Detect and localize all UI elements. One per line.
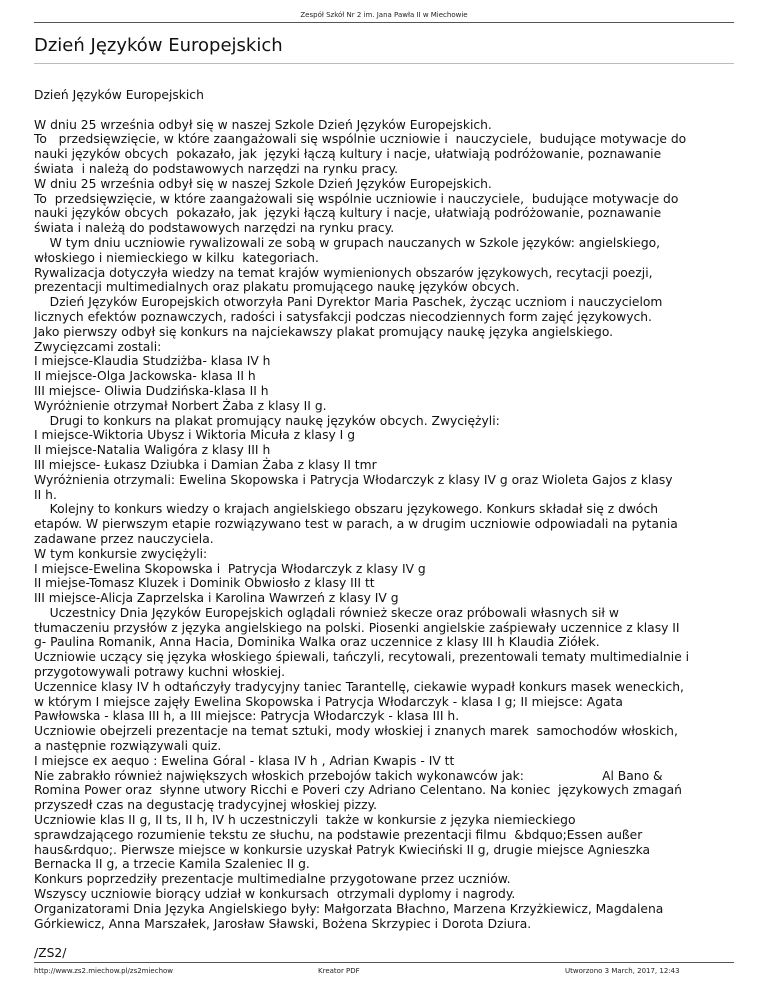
article-body [34,88,734,961]
text-line: prezentacji multimedialnych oraz plakatu promującego naukę języków obcych. [34,280,520,295]
title-divider [34,63,734,64]
text-line: III miejsce-Alicja Zaprzelska i Karolina Wawrzeń z klasy IV g [34,591,399,606]
text-line: Kolejny to konkurs wiedzy o krajach angielskiego obszaru językowego. Konkurs składał się z dwóch [34,502,659,517]
text-line: Uczniowie obejrzeli prezentacje na temat sztuki, mody włoskiej i znanych marek samochodów włoskich, [34,724,678,739]
text-line: III miejsce- Łukasz Dziubka i Damian Żaba z klasy II tmr [34,457,377,472]
text-line: nauki języków obcych pokazało, jak języki łączą kultury i nacje, ułatwiają podróżowanie, poznawanie [34,147,662,162]
footer-url: http://www.zs2.miechow.pl/zs2miechow [34,967,174,975]
text-line: Dzień Języków Europejskich otworzyła Pani Dyrektor Maria Paschek, życząc uczniom i nauczycielom [34,295,663,310]
text-line: świata i należą do podstawowych narzędzi na rynku pracy. [34,161,399,176]
article-subtitle: Dzień Języków Europejskich [34,88,204,102]
text-line: I miejsce-Wiktoria Ubysz i Wiktoria Micuła z klasy I g [34,428,356,443]
text-line: tłumaczeniu przysłów z języka angielskiego na polski. Piosenki angielskie zaśpiewały uczennice z klasy II [34,620,680,635]
text-line: Uczennice klasy IV h odtańczyły tradycyjny taniec Tarantellę, ciekawie wypadł konkurs masek weneckich, [34,679,684,694]
text-line: Uczniowie klas II g, II ts, II h, IV h uczestniczyli także w konkursie z języka niemieckiego [34,813,576,828]
footer-created-date: Utworzono 3 March, 2017, 12:43 [565,967,680,975]
text-line: przygotowywali potrawy kuchni włoskiej. [34,665,286,680]
text-line: To przedsięwzięcie, w które zaangażowali się wspólnie uczniowie i nauczyciele, budujące motywacje do [34,191,679,206]
footer-divider [34,962,734,963]
text-line: Jako pierwszy odbył się konkurs na najciekawszy plakat promujący naukę języka angielskiego. [34,324,614,339]
text-line: III miejsce- Oliwia Dudzińska-klasa II h [34,383,269,398]
text-line: W dniu 25 września odbył się w naszej Szkole Dzień Języków Europejskich. [34,117,492,132]
text-line: Górkiewicz, Anna Marszałek, Jarosław Sławski, Bożena Skrzypiec i Dorota Dziura. [34,916,532,931]
signature: /ZS2/ [34,946,67,961]
text-line: Uczestnicy Dnia Języków Europejskich oglądali również skecze oraz próbowali własnych sił w [34,605,619,620]
text-line: To przedsięwzięcie, w które zaangażowali się wspólnie uczniowie i nauczyciele, budujące motywacje do [34,132,687,147]
text-line: W tym dniu uczniowie rywalizowali ze sobą w grupach nauczanych w Szkole języków: angielskiego, [34,235,661,250]
text-line: I miejsce-Ewelina Skopowska i Patrycja Włodarczyk z klasy IV g [34,561,426,576]
text-line: sprawdzającego rozumienie tekstu ze słuchu, na podstawie prezentacji filmu &bdquo;Essen außer [34,827,643,842]
text-line: nauki języków obcych pokazało, jak języki łączą kultury i nacje, ułatwiają podróżowanie, poznawanie [34,206,662,221]
header-divider [34,22,734,23]
text-line: Pawłowska - klasa III h, a III miejsce: Patrycja Włodarczyk - klasa III h. [34,709,460,724]
text-line: zadawane przez nauczyciela. [34,531,214,546]
text-line: g- Paulina Romanik, Anna Hacia, Dominika Walka oraz uczennice z klasy III h Klaudia Ziółek. [34,635,600,650]
text-line: I miejsce ex aequo : Ewelina Góral - klasa IV h , Adrian Kwapis - IV tt [34,753,455,768]
text-line: Konkurs poprzedziły prezentacje multimedialne przygotowane przez uczniów. [34,872,511,887]
text-line: II miejse-Tomasz Kluzek i Dominik Obwiosło z klasy III tt [34,576,375,591]
page-header: Zespół Szkół Nr 2 im. Jana Pawła II w Miechowie [300,11,468,19]
text-line: Rywalizacja dotyczyła wiedzy na temat krajów wymienionych obszarów językowych, recytacji poezji, [34,265,653,280]
text-line: Wyróżnienie otrzymał Norbert Żaba z klasy II g. [34,398,327,413]
text-line: licznych efektów poznawczych, radości i satysfakcji podczas niecodziennych form zajęć językowych. [34,309,652,324]
text-line: II miejsce-Natalia Waligóra z klasy III h [34,443,271,458]
text-line: Wszyscy uczniowie biorący udział w konkursach otrzymali dyplomy i nagrody. [34,887,516,902]
text-line: etapów. W pierwszym etapie rozwiązywano test w parach, a w drugim uczniowie odpowiadali na pytania [34,517,678,532]
text-line: W tym konkursie zwyciężyli: [34,546,208,561]
text-line: świata i należą do podstawowych narzędzi na rynku pracy. [34,221,395,236]
text-line: II miejsce-Olga Jackowska- klasa II h [34,369,256,384]
text-line: W dniu 25 września odbył się w naszej Szkole Dzień Języków Europejskich. [34,176,492,191]
text-line: II h. [34,487,57,502]
footer-generator: Kreator PDF [318,967,360,975]
text-line: Zwycięzcami zostali: [34,339,162,354]
article-text [34,118,734,932]
text-line: haus&rdquo;. Pierwsze miejsce w konkursie uzyskał Patryk Kwieciński II g, drugie miejsce Agnieszka [34,842,651,857]
text-line: Wyróżnienia otrzymali: Ewelina Skopowska i Patrycja Włodarczyk z klasy IV g oraz Wioleta Gajos z klasy [34,472,673,487]
text-line: Romina Power oraz słynne utwory Ricchi e Poveri czy Adriano Celentano. Na koniec językowych zmagań [34,783,682,798]
page-title: Dzień Języków Europejskich [34,35,283,56]
text-line: w którym I miejsce zajęły Ewelina Skopowska i Patrycja Włodarczyk - klasa I g; II miejsce: Agata [34,694,623,709]
text-line: Drugi to konkurs na plakat promujący naukę języków obcych. Zwyciężyli: [34,413,500,428]
text-line: przyszedł czas na degustację tradycyjnej włoskiej pizzy. [34,798,378,813]
text-line: Nie zabrakło również największych włoskich przebojów takich wykonawców jak: Al Bano & [34,768,663,783]
text-line: Organizatorami Dnia Języka Angielskiego były: Małgorzata Błachno, Marzena Krzyżkiewicz, Magdalena [34,901,664,916]
text-line: włoskiego i niemieckiego w kilku kategoriach. [34,250,319,265]
text-line: Uczniowie uczący się języka włoskiego śpiewali, tańczyli, recytowali, prezentowali tematy multimedialnie i [34,650,690,665]
text-line: a następnie rozwiązywali quiz. [34,739,222,754]
text-line: Bernacka II g, a trzecie Kamila Szaleniec II g. [34,857,310,872]
text-line: I miejsce-Klaudia Studziżba- klasa IV h [34,354,271,369]
